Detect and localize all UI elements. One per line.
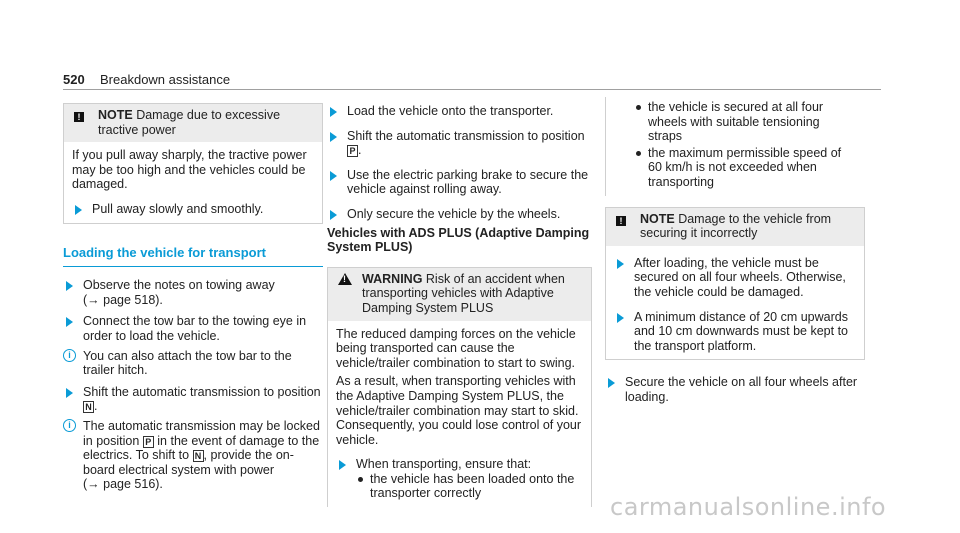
section-rule	[63, 266, 323, 267]
page-ref-link[interactable]: (→ page 516).	[83, 477, 163, 492]
list-item	[356, 472, 583, 501]
gear-n-icon: N	[83, 401, 94, 413]
arrow-step-icon	[330, 132, 337, 142]
note-title: Damage due to excessive tractive power	[98, 108, 281, 137]
note-box-securing	[605, 207, 865, 361]
warning-triangle-icon: !	[338, 273, 352, 285]
warning-title: Risk of an accident when transporting vehicles with Adaptive Damping System PLUS	[362, 271, 565, 315]
section-header: Breakdown assistance	[100, 72, 231, 87]
warning-head	[328, 268, 591, 321]
note-head	[64, 104, 322, 142]
gear-p-icon: P	[143, 436, 154, 448]
column-2	[327, 97, 592, 507]
arrow-step-icon	[330, 171, 337, 181]
info-icon: i	[63, 349, 76, 362]
bullet-loaded: the vehicle has been loaded onto the transporter correctly	[370, 471, 575, 501]
arrow-step-icon	[617, 259, 624, 269]
arrow-step-icon	[75, 205, 82, 215]
arrow-step-icon	[339, 460, 346, 470]
step-brake: Use the electric parking brake to secure the vehicle against rolling away.	[347, 167, 589, 197]
punct: .	[94, 399, 98, 414]
step-after-loading: After loading, the vehicle must be secured on all four wheels. Otherwise, the vehicle could be damaged.	[634, 255, 846, 299]
gear-p-icon: P	[347, 145, 358, 157]
punct: .	[358, 143, 362, 158]
warning-square-icon: !	[74, 112, 84, 122]
info-locked-a: The automatic transmission may be locked in position	[83, 418, 320, 448]
warning-label: WARNING	[362, 271, 423, 286]
warning-square-icon: !	[616, 216, 626, 226]
note-box-tractive	[63, 103, 323, 224]
note-label: NOTE	[98, 108, 133, 122]
arrow-step-icon	[66, 388, 73, 398]
step-secure: Only secure the vehicle by the wheels.	[347, 206, 561, 221]
step-load: Load the vehicle onto the transporter.	[347, 104, 554, 118]
note-head	[606, 208, 864, 246]
step-observe: Observe the notes on towing away	[83, 278, 275, 293]
watermark: carmanualsonline.info	[610, 493, 887, 521]
section-title: Loading the vehicle for transport	[63, 244, 266, 260]
info-trailer: You can also attach the tow bar to the trailer hitch.	[83, 348, 292, 378]
info-locked-b: in the event of damage to the electrics. To shift to	[83, 433, 320, 463]
subhead-ads-plus: Vehicles with ADS PLUS (Adaptive Damping System PLUS)	[327, 225, 590, 255]
arrow-step-icon	[66, 281, 73, 291]
step-final: Secure the vehicle on all four wheels after loading.	[625, 375, 858, 404]
list-item	[634, 100, 857, 144]
step-shift-p: Shift the automatic transmission to position	[347, 128, 585, 143]
step-ensure: When transporting, ensure that:	[356, 457, 532, 472]
step-shift-n: Shift the automatic transmission to position	[83, 384, 321, 399]
warning-box-continued	[605, 97, 865, 196]
column-1	[63, 103, 323, 492]
warning-p1: The reduced damping forces on the vehicle being transported can cause the vehicle/trailer combination to start to swing.	[336, 326, 576, 370]
step-connect: Connect the tow bar to the towing eye in order to load the vehicle.	[83, 314, 307, 343]
arrow-step-icon	[66, 317, 73, 327]
list-item	[634, 146, 857, 190]
page-ref-link[interactable]: (→ page 518).	[83, 292, 163, 307]
arrow-step-icon	[330, 107, 337, 117]
bullet-speed: the maximum permissible speed of 60 km/h is not exceeded when transporting	[648, 145, 842, 189]
page-number: 520	[63, 72, 85, 87]
step-pull-away: Pull away slowly and smoothly.	[92, 201, 264, 216]
arrow-step-icon	[330, 210, 337, 220]
warning-p2: As a result, when transporting vehicles with the Adaptive Damping System PLUS, the vehicle/trailer combination may start to skid. Consequently, you could lose control of your vehicle.	[336, 374, 582, 447]
column-3	[605, 97, 865, 405]
info-locked-c: , provide the on-board electrical system with power	[83, 448, 294, 477]
note-label: NOTE	[640, 211, 675, 226]
step-min-distance: A minimum distance of 20 cm upwards and 10 cm downwards must be kept to the transport platform.	[634, 309, 849, 353]
arrow-step-icon	[608, 378, 615, 388]
bullet-secured: the vehicle is secured at all four wheels with suitable tensioning straps	[648, 100, 824, 144]
note-text: If you pull away sharply, the tractive power may be too high and the vehicles could be damaged.	[72, 148, 307, 192]
arrow-step-icon	[617, 313, 624, 323]
note-title: Damage to the vehicle from securing it incorrectly	[640, 211, 832, 241]
gear-n-icon: N	[193, 450, 204, 462]
info-icon: i	[63, 419, 76, 432]
header-rule	[63, 89, 881, 90]
warning-box	[327, 267, 592, 507]
